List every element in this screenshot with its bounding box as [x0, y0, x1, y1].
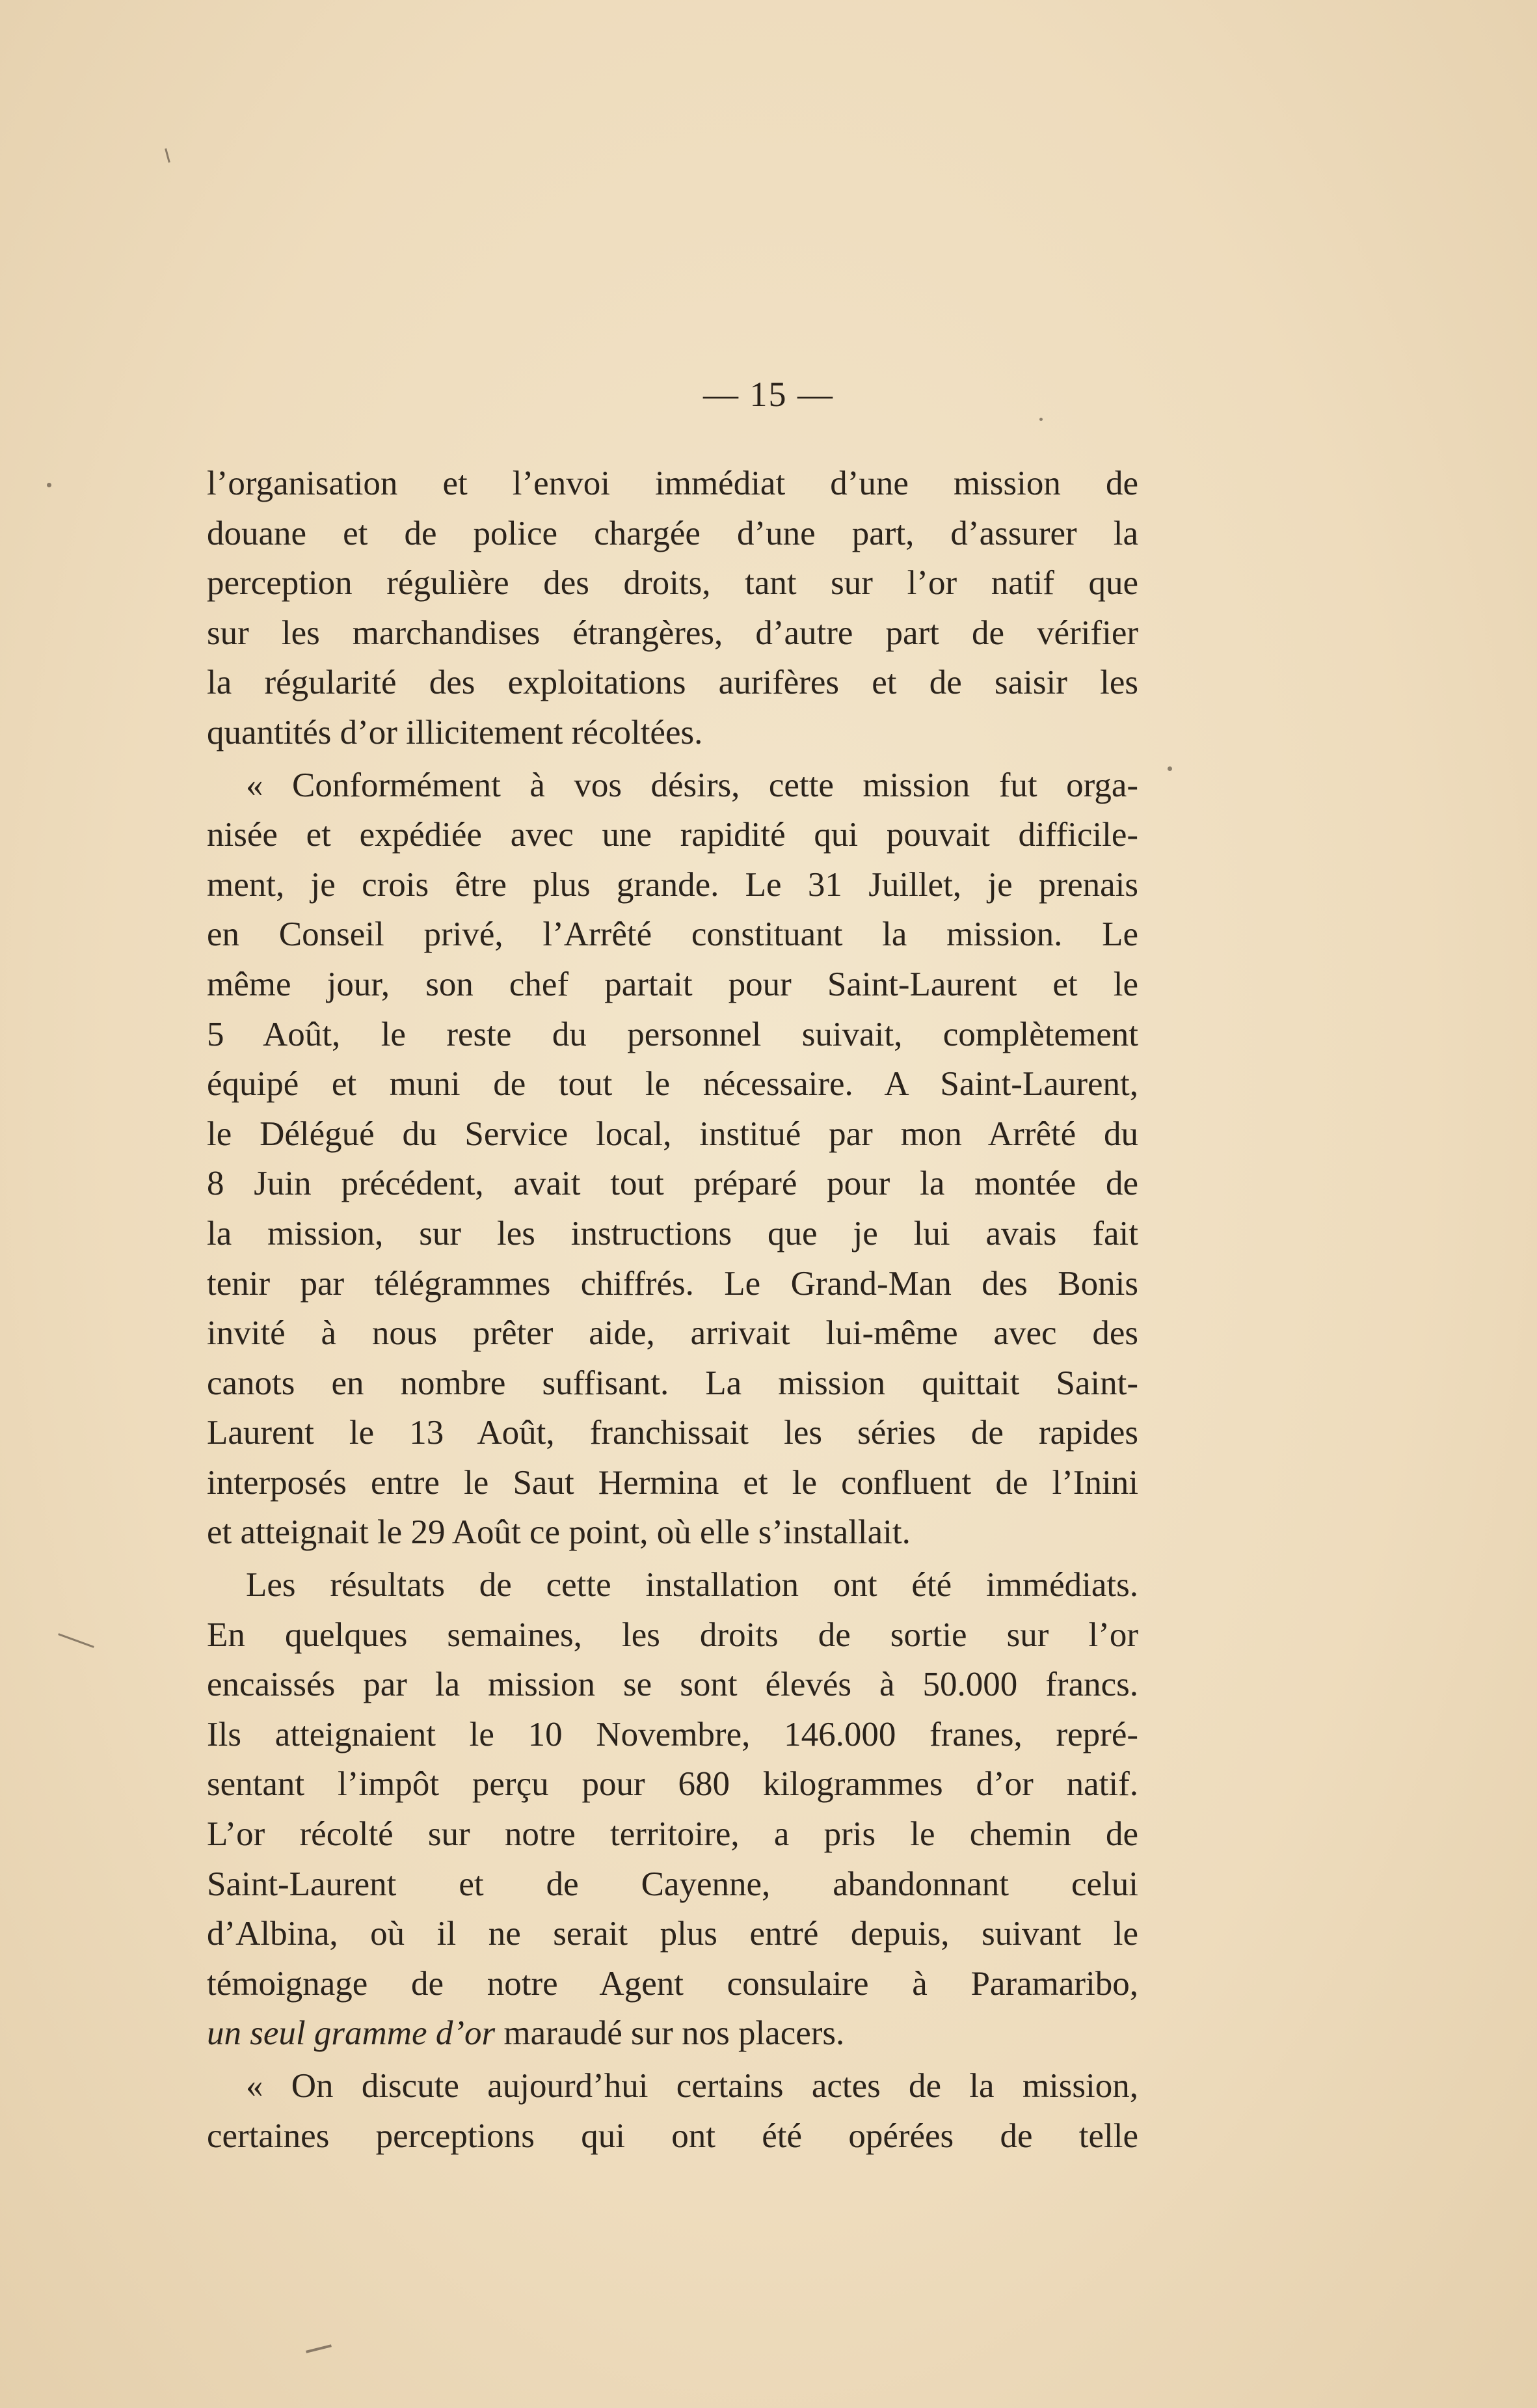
- text-line: sentant l’impôt perçu pour 680 kilogrammes d’or natif.: [207, 1765, 1138, 1804]
- line-rest: maraudé sur nos placers.: [495, 2014, 845, 2053]
- paragraph: [207, 459, 1138, 758]
- paragraph: [207, 1560, 1138, 2059]
- text-line: canots en nombre suffisant. La mission quittait Saint-: [207, 1364, 1138, 1402]
- text-line: L’or récolté sur notre territoire, a pris le chemin de: [207, 1815, 1138, 1854]
- text-line: nisée et expédiée avec une rapidité qui pouvait difficile-: [207, 816, 1138, 854]
- speck-mark: [47, 483, 51, 487]
- text-line: équipé et muni de tout le nécessaire. A Saint-Laurent,: [207, 1065, 1138, 1103]
- text-line: [207, 2009, 1138, 2059]
- text-line: même jour, son chef partait pour Saint-Laurent et le: [207, 965, 1138, 1003]
- text-line: Laurent le 13 Août, franchissait les séries de rapides: [207, 1414, 1138, 1452]
- text-line: En quelques semaines, les droits de sortie sur l’or: [207, 1616, 1138, 1654]
- text-line: invité à nous prêter aide, arrivait lui-même avec des: [207, 1314, 1138, 1353]
- text-line: « On discute aujourd’hui certains actes de la mission,: [246, 2067, 1138, 2105]
- text-line: l’organisation et l’envoi immédiat d’une mission de: [207, 465, 1138, 502]
- paragraph: [207, 761, 1138, 1558]
- text-line: tenir par télégrammes chiffrés. Le Grand-Man des Bonis: [207, 1264, 1138, 1303]
- text-line: certaines perceptions qui ont été opérées de telle: [207, 2117, 1138, 2155]
- text-line: douane et de police chargée d’une part, d’assurer la: [207, 514, 1138, 552]
- text-line: en Conseil privé, l’Arrêté constituant la mission. Le: [207, 915, 1138, 954]
- text-line: ment, je crois être plus grande. Le 31 Juillet, je prenais: [207, 865, 1138, 904]
- page-number: — 15 —: [703, 375, 834, 414]
- speck-mark: [1168, 766, 1172, 771]
- text-line: la mission, sur les instructions que je lui avais fait: [207, 1214, 1138, 1252]
- italic-phrase: un seul gramme d’or: [207, 2014, 496, 2053]
- text-line: Ils atteignaient le 10 Novembre, 146.000 franes, repré-: [207, 1715, 1138, 1753]
- speck-mark: [1039, 418, 1043, 421]
- text-line: Les résultats de cette installation ont été immédiats.: [246, 1566, 1138, 1604]
- text-line: encaissés par la mission se sont élevés à 50.000 francs.: [207, 1666, 1138, 1704]
- text-line: d’Albina, où il ne serait plus entré depuis, suivant le: [207, 1915, 1138, 1953]
- text-line: et atteignait le 29 Août ce point, où elle s’installait.: [207, 1513, 911, 1552]
- text-line: la régularité des exploitations aurifères et de saisir les: [207, 664, 1138, 702]
- body-text: [207, 459, 1138, 2161]
- paragraph: [207, 2061, 1138, 2161]
- text-line: quantités d’or illicitement récoltées.: [207, 713, 703, 751]
- text-line: sur les marchandises étrangères, d’autre part de vérifier: [207, 614, 1138, 652]
- text-line: le Délégué du Service local, institué par mon Arrêté du: [207, 1115, 1138, 1153]
- text-line: Saint-Laurent et de Cayenne, abandonnant celui: [207, 1865, 1138, 1903]
- speck-mark: [306, 2344, 332, 2353]
- text-line: interposés entre le Saut Hermina et le confluent de l’Inini: [207, 1463, 1138, 1502]
- text-line: perception régulière des droits, tant sur l’or natif que: [207, 564, 1138, 602]
- speck-mark: [165, 148, 170, 163]
- text-line: « Conformément à vos désirs, cette mission fut orga-: [246, 766, 1138, 804]
- text-line: témoignage de notre Agent consulaire à Paramaribo,: [207, 1964, 1138, 2003]
- text-line: 5 Août, le reste du personnel suivait, complètement: [207, 1015, 1138, 1053]
- speck-mark: [58, 1633, 94, 1648]
- text-line: 8 Juin précédent, avait tout préparé pour la montée de: [207, 1165, 1138, 1203]
